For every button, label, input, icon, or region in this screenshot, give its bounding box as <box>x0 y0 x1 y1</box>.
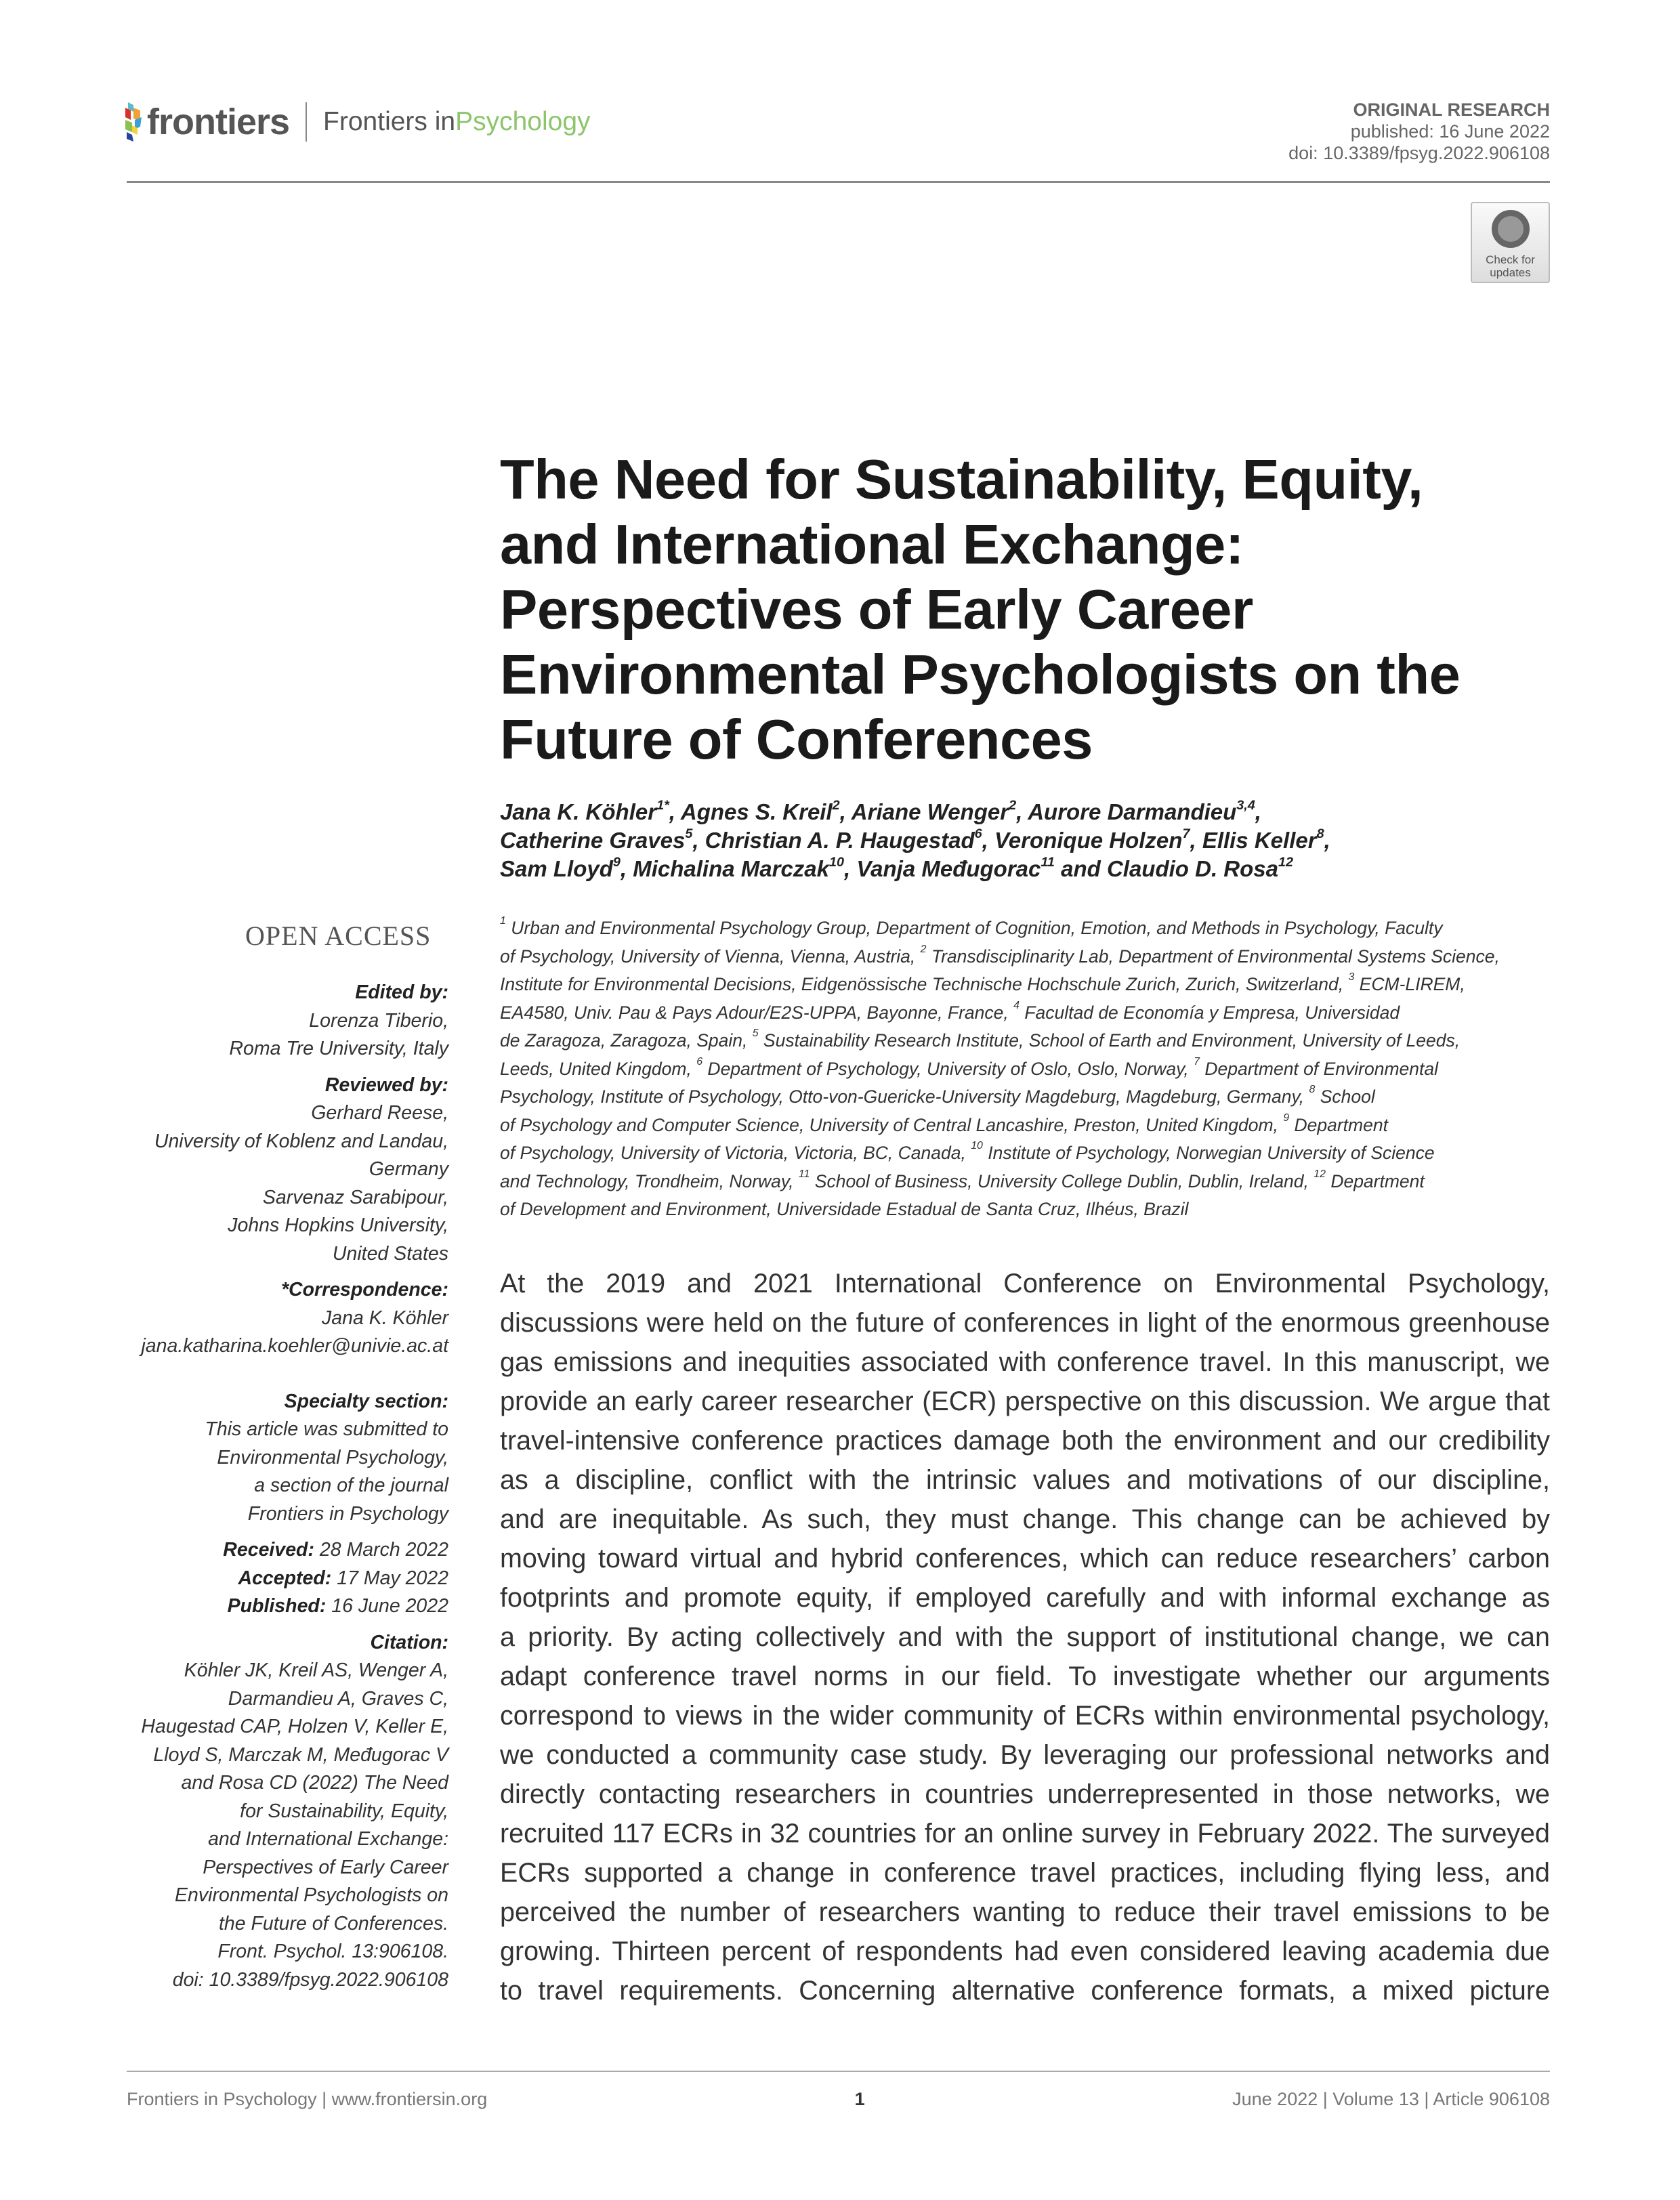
date-value: 17 May 2022 <box>331 1567 448 1589</box>
author-affiliation-mark: 2 <box>832 798 840 813</box>
author-separator: , <box>1255 799 1261 824</box>
section-gap <box>141 1361 448 1388</box>
section-label: Specialty section: <box>284 1390 448 1412</box>
author-name: Claudio D. Rosa <box>1106 856 1278 881</box>
section-text: Lorenza Tiberio, <box>309 1009 448 1032</box>
abstract-line: moving toward virtual and hybrid conferences, which can reduce researchers’ carbon <box>500 1544 1550 1573</box>
date-row <box>141 1565 448 1593</box>
abstract-line: as a discipline, conflict with the intrinsic values and motivations of our discipline, <box>500 1465 1550 1495</box>
author-affiliation-mark: 9 <box>612 855 621 870</box>
title-line: and International Exchange: <box>500 513 1244 576</box>
affiliation-line <box>500 971 1500 999</box>
badge-label-2: updates <box>1490 266 1531 279</box>
affiliation-number: 2 <box>920 943 927 955</box>
author-name: Catherine Graves <box>500 828 686 853</box>
open-access-label: OPEN ACCESS <box>245 921 432 951</box>
author-separator: , <box>1016 799 1028 824</box>
affiliation-text: ECM-LIREM, <box>1354 974 1465 994</box>
section-text: and International Exchange: <box>208 1828 448 1850</box>
author-name: Veronique Holzen <box>994 828 1183 853</box>
author-separator: , <box>1190 828 1202 853</box>
section-text: Johns Hopkins University, <box>228 1214 448 1236</box>
affiliation-text: Facultad de Economía y Empresa, Universidad <box>1019 1002 1400 1023</box>
author-name: Ellis Keller <box>1202 828 1317 853</box>
abstract-line: growing. Thirteen percent of respondents had even considered leaving academia due <box>500 1937 1550 1966</box>
affiliation-number: 3 <box>1348 971 1355 983</box>
section-text: University of Koblenz and Landau, <box>154 1130 448 1152</box>
author-affiliation-mark: 10 <box>829 855 845 870</box>
section-label: Citation: <box>370 1631 448 1653</box>
author-separator: , <box>982 828 994 853</box>
author-affiliation-mark: 12 <box>1278 855 1293 870</box>
author-separator: , <box>669 799 681 824</box>
section-text: Darmandieu A, Graves C, <box>228 1687 448 1710</box>
header-divider <box>127 181 1550 183</box>
journal-name: Psychology <box>455 107 591 136</box>
published-date: published: 16 June 2022 <box>1350 121 1550 142</box>
section-text: Front. Psychol. 13:906108. <box>217 1941 448 1962</box>
author-affiliation-mark: 11 <box>1041 855 1055 870</box>
title-line: Perspectives of Early Career <box>500 578 1253 641</box>
footer-divider <box>127 2071 1550 2072</box>
logo-divider <box>306 102 307 142</box>
date-label: Accepted: <box>238 1567 332 1589</box>
date-label: Published: <box>227 1595 327 1617</box>
affiliation-text: Department <box>1289 1114 1388 1135</box>
author-name: Ariane Wenger <box>851 799 1009 824</box>
author-name: Sam Lloyd <box>500 856 613 881</box>
author-line <box>500 826 1330 855</box>
affiliation-number: 9 <box>1283 1112 1290 1124</box>
section-text: Haugestad CAP, Holzen V, Keller E, <box>141 1716 448 1737</box>
abstract-line: to travel requirements. Concerning alternative conference formats, a mixed picture <box>500 1976 1550 2006</box>
section-text: Gerhard Reese, <box>311 1102 448 1124</box>
section-gap <box>141 1528 448 1536</box>
abstract-line: directly contacting researchers in countries underrepresented in those networks, we <box>500 1779 1550 1809</box>
section-text: for Sustainability, Equity, <box>240 1800 448 1822</box>
article-type: ORIGINAL RESEARCH <box>1353 100 1550 120</box>
author-separator: , <box>839 799 852 824</box>
affiliation-text: Institute of Psychology, Norwegian University of Science <box>982 1143 1435 1163</box>
abstract-line: travel-intensive conference practices damage both the environment and our credibility <box>500 1426 1550 1456</box>
affiliation-line <box>500 943 1500 971</box>
abstract-line: provide an early career researcher (ECR) perspective on this discussion. We argue that <box>500 1387 1550 1416</box>
section-text: Frontiers in Psychology <box>247 1502 448 1525</box>
affiliation-text: EA4580, Univ. Pau & Pays Adour/E2S-UPPA, Bayonne, France, <box>500 1002 1014 1023</box>
abstract-line: gas emissions and inequities associated with conference travel. In this manuscript, we <box>500 1347 1550 1377</box>
title-line: Future of Conferences <box>500 708 1093 771</box>
author-name: Christian A. P. Haugestad <box>705 828 975 853</box>
affiliation-text: Department <box>1325 1170 1425 1191</box>
date-row <box>141 1592 448 1621</box>
section-text: Jana K. Köhler <box>322 1307 448 1329</box>
affiliation-number: 10 <box>971 1140 983 1151</box>
abstract-line: a priority. By acting collectively and with the support of institutional change, we can <box>500 1622 1550 1652</box>
section-text: This article was submitted to <box>205 1418 448 1440</box>
author-name: Michalina Marczak <box>633 856 830 881</box>
page-footer <box>127 2089 1550 2110</box>
brand-name: frontiers <box>147 102 290 142</box>
affiliation-text: of Psychology and Computer Science, University of Central Lancashire, Preston, United Kingdom, <box>500 1114 1284 1135</box>
affiliation-number: 7 <box>1194 1055 1200 1067</box>
abstract-line: correspond to views in the wider community of ECRs within environmental psychology, <box>500 1701 1550 1731</box>
section-text: the Future of Conferences. <box>218 1912 448 1934</box>
affiliation-text: of Psychology, University of Vienna, Vienna, Austria, <box>500 946 921 967</box>
affiliation-number: 6 <box>696 1055 703 1067</box>
section-text: Sarvenaz Sarabipour, <box>262 1186 448 1208</box>
author-name: Aurore Darmandieu <box>1028 799 1237 824</box>
author-separator: , <box>620 856 633 881</box>
section-text: Environmental Psychology, <box>217 1446 448 1468</box>
section-gap <box>141 1063 448 1072</box>
author-separator: , <box>844 856 857 881</box>
affiliation-line <box>500 1168 1500 1196</box>
section-text: Roma Tre University, Italy <box>229 1038 448 1059</box>
affiliation-line <box>500 1196 1500 1224</box>
section-text: Perspectives of Early Career <box>203 1856 448 1878</box>
article-meta <box>1288 99 1550 164</box>
affiliation-number: 12 <box>1314 1168 1326 1180</box>
affiliation-text: Sustainability Research Institute, School of Earth and Environment, University of Leeds, <box>758 1030 1461 1051</box>
affiliation-number: 11 <box>798 1168 810 1180</box>
section-text: Environmental Psychologists on <box>175 1884 448 1906</box>
author-affiliation-mark: 6 <box>974 826 982 841</box>
section-gap <box>141 1268 448 1276</box>
article-title <box>500 447 1460 772</box>
section-text: and Rosa CD (2022) The Need <box>181 1772 448 1794</box>
date-value: 16 June 2022 <box>326 1595 448 1617</box>
affiliation-line <box>500 1139 1500 1168</box>
abstract-line: and are inequitable. As such, they must change. This change can be achieved by <box>500 1504 1550 1534</box>
badge-label-1: Check for <box>1486 253 1535 266</box>
section-gap <box>141 1621 448 1629</box>
date-value: 28 March 2022 <box>314 1539 448 1561</box>
abstract <box>500 1264 1550 2010</box>
section-text: Germany <box>369 1158 448 1180</box>
affiliation-text: Psychology, Institute of Psychology, Otto-von-Guericke-University Magdeburg, Magdeburg, Germany, <box>500 1086 1309 1107</box>
affiliation-number: 8 <box>1309 1084 1316 1095</box>
affiliation-line <box>500 1055 1500 1084</box>
affiliation-line <box>500 999 1500 1028</box>
author-line <box>500 855 1330 883</box>
abstract-line: footprints and promote equity, if employed carefully and with informal exchange as <box>500 1583 1550 1613</box>
frontiers-logo-icon <box>125 102 143 142</box>
abstract-line: perceived the number of researchers wanting to reduce their travel emissions to be <box>500 1897 1550 1927</box>
title-line: The Need for Sustainability, Equity, <box>500 448 1423 511</box>
section-text: United States <box>332 1242 448 1265</box>
section-text: doi: 10.3389/fpsyg.2022.906108 <box>172 1968 448 1991</box>
section-text: jana.katharina.koehler@univie.ac.at <box>141 1335 448 1357</box>
section-label: Edited by: <box>355 981 448 1003</box>
section-text: Köhler JK, Kreil AS, Wenger A, <box>184 1659 448 1681</box>
affiliation-number: 4 <box>1013 999 1020 1011</box>
check-for-updates-button[interactable] <box>1471 202 1550 283</box>
frontiers-logo[interactable] <box>125 100 591 144</box>
abstract-line: At the 2019 and 2021 International Conference on Environmental Psychology, <box>500 1269 1550 1298</box>
section-text: Lloyd S, Marczak M, Međugorac V <box>153 1743 448 1766</box>
abstract-line: recruited 117 ECRs in 32 countries for an online survey in February 2022. The surveyed <box>500 1819 1550 1848</box>
section-label: Reviewed by: <box>324 1074 448 1096</box>
author-affiliation-mark: 7 <box>1182 826 1190 841</box>
footer-issue-info: June 2022 | Volume 13 | Article 906108 <box>1232 2089 1550 2109</box>
affiliation-number: 1 <box>500 915 506 927</box>
author-affiliation-mark: 5 <box>685 826 693 841</box>
affiliation-text: School of Business, University College Dublin, Dublin, Ireland, <box>810 1170 1314 1191</box>
journal-prefix: Frontiers in <box>323 107 456 136</box>
author-affiliation-mark: 2 <box>1009 798 1017 813</box>
affiliation-line <box>500 1083 1500 1112</box>
affiliation-text: de Zaragoza, Zaragoza, Spain, <box>500 1030 753 1051</box>
doi-link[interactable]: doi: 10.3389/fpsyg.2022.906108 <box>1288 143 1550 163</box>
author-line <box>500 798 1330 826</box>
section-label: *Correspondence: <box>280 1279 448 1300</box>
author-list <box>500 798 1330 883</box>
affiliation-text: Department of Psychology, University of Oslo, Oslo, Norway, <box>702 1058 1194 1079</box>
affiliation-text: of Development and Environment, Universidade Estadual de Santa Cruz, Ilhéus, Brazil <box>500 1199 1189 1219</box>
affiliation-line <box>500 1027 1500 1055</box>
author-affiliation-mark: 3,4 <box>1236 798 1255 813</box>
affiliation-text: Urban and Environmental Psychology Group, Department of Cognition, Emotion, and Methods in Psychology, Faculty <box>505 918 1443 938</box>
author-separator: , <box>692 828 705 853</box>
affiliation-line <box>500 914 1500 943</box>
date-row <box>141 1536 448 1565</box>
affiliation-line <box>500 1112 1500 1140</box>
title-line: Environmental Psychologists on the <box>500 643 1461 706</box>
affiliation-text: Institute for Environmental Decisions, Eidgenössische Technische Hochschule Zurich, Zurich, Switzerland, <box>500 974 1349 994</box>
affiliation-text: and Technology, Trondheim, Norway, <box>500 1170 799 1191</box>
author-separator: and <box>1054 856 1107 881</box>
author-separator: , <box>1324 828 1330 853</box>
abstract-line: ECRs supported a change in conference travel practices, including flying less, and <box>500 1858 1550 1888</box>
section-text: a section of the journal <box>254 1475 448 1496</box>
abstract-line: adapt conference travel norms in our field. To investigate whether our arguments <box>500 1662 1550 1691</box>
footer-journal-link[interactable]: Frontiers in Psychology | www.frontiersin.org <box>127 2089 488 2109</box>
affiliation-number: 5 <box>752 1028 759 1039</box>
affiliation-text: of Psychology, University of Victoria, Victoria, BC, Canada, <box>500 1143 971 1163</box>
author-name: Agnes S. Kreil <box>680 799 833 824</box>
affiliation-text: Transdisciplinarity Lab, Department of Environmental Systems Science, <box>926 946 1500 967</box>
author-affiliation-mark: 1* <box>656 798 669 813</box>
article-info-sidebar <box>141 979 448 1994</box>
author-name: Vanja Međugorac <box>856 856 1041 881</box>
page-number: 1 <box>854 2089 865 2109</box>
affiliations <box>500 914 1500 1224</box>
affiliation-text: Leeds, United Kingdom, <box>500 1058 697 1079</box>
author-name: Jana K. Köhler <box>500 799 657 824</box>
crossmark-icon <box>1492 210 1530 248</box>
abstract-line: we conducted a community case study. By leveraging our professional networks and <box>500 1740 1550 1770</box>
date-label: Received: <box>223 1539 314 1561</box>
affiliation-text: School <box>1315 1086 1375 1107</box>
author-affiliation-mark: 8 <box>1316 826 1324 841</box>
abstract-line: discussions were held on the future of conferences in light of the enormous greenhouse <box>500 1308 1550 1338</box>
affiliation-text: Department of Environmental <box>1199 1058 1439 1079</box>
